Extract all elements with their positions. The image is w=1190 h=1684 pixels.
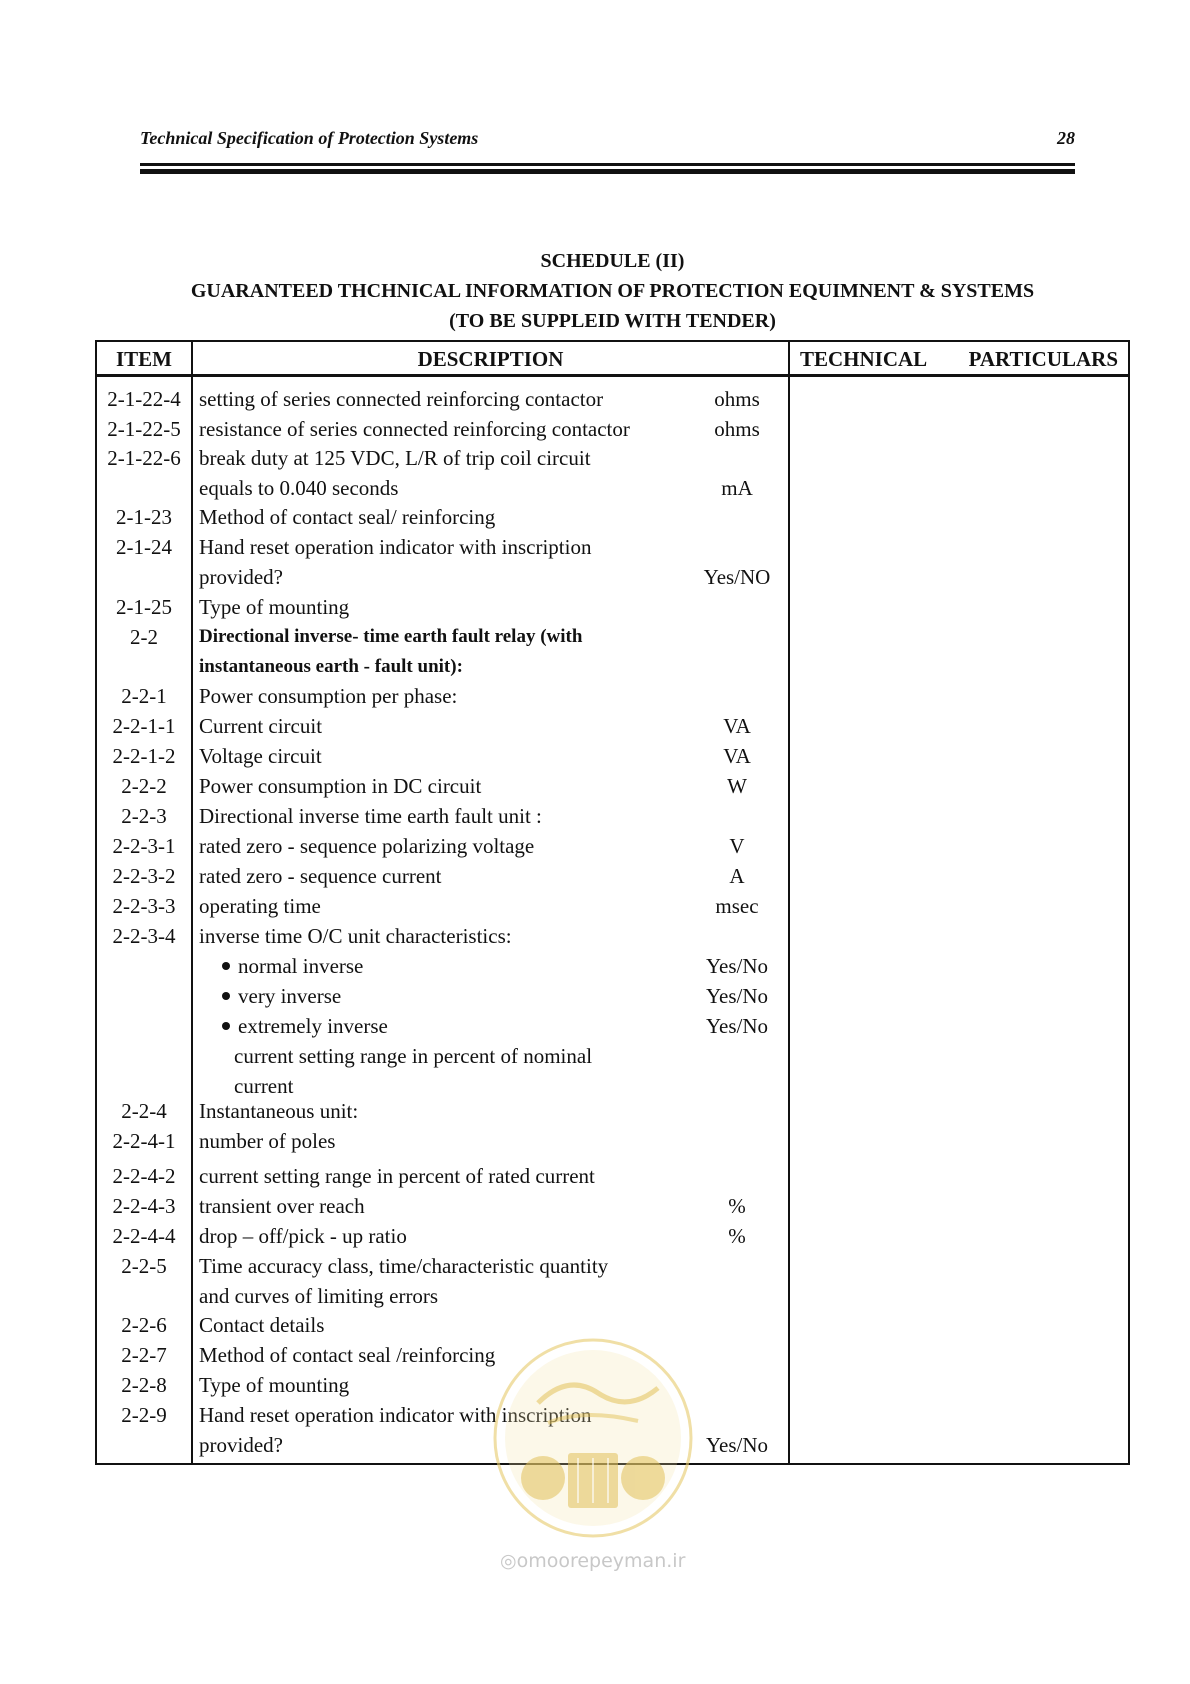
table-row (97, 981, 788, 1011)
item-description (199, 1191, 719, 1221)
description-text: resistance of series connected reinforcing contactor (199, 417, 630, 441)
item-number: 2-2-9 (121, 1403, 167, 1427)
schedule-subtitle: GUARANTEED THCHNICAL INFORMATION OF PROTECTION EQUIMNENT & SYSTEMS (190, 280, 1035, 302)
column-header-technical-particulars (790, 342, 1128, 374)
item-number: 2-1-24 (116, 535, 172, 559)
item-description (199, 622, 719, 652)
item-unit: msec (715, 894, 759, 918)
table-row (97, 921, 788, 951)
column-header-item: ITEM (115, 347, 172, 371)
table-row (97, 532, 788, 562)
description-text: Type of mounting (199, 1373, 350, 1397)
description-text: instantaneous earth - fault unit): (199, 656, 463, 677)
description-text: Contact details (199, 1313, 325, 1337)
item-description (199, 831, 719, 861)
item-description (199, 592, 719, 622)
item-unit: A (729, 864, 745, 888)
item-description (199, 384, 719, 414)
schedule-note: (TO BE SUPPLEID WITH TENDER) (449, 310, 776, 332)
item-unit: W (727, 774, 747, 798)
document-title: Technical Specification of Protection Systems (140, 128, 479, 148)
description-text: current setting range in percent of nominal (234, 1044, 593, 1068)
schedule-table (95, 340, 1130, 1465)
item-description (199, 1096, 719, 1126)
description-text: Method of contact seal/ reinforcing (199, 505, 496, 529)
table-row (97, 681, 788, 711)
item-description (199, 1161, 719, 1191)
table-row (97, 384, 788, 414)
item-unit: ohms (714, 387, 760, 411)
bullet-icon (222, 1022, 230, 1030)
table-row (97, 741, 788, 771)
table-row (97, 801, 788, 831)
description-text: Voltage circuit (199, 744, 322, 768)
item-number: 2-2-4-4 (112, 1224, 176, 1248)
item-number: 2-2 (130, 625, 158, 649)
item-number: 2-2-5 (121, 1254, 167, 1278)
description-text: provided? (199, 565, 283, 589)
description-text: Method of contact seal /reinforcing (199, 1343, 496, 1367)
schedule-title: SCHEDULE (II) (540, 250, 685, 272)
description-text: Time accuracy class, time/characteristic quantity (199, 1254, 609, 1278)
item-number: 2-2-3 (121, 804, 167, 828)
schedule-titles (95, 246, 1130, 336)
table-row (97, 652, 788, 682)
item-description (222, 981, 742, 1011)
item-number: 2-2-2 (121, 774, 167, 798)
item-number: 2-2-1-2 (112, 744, 176, 768)
item-unit: % (728, 1194, 746, 1218)
item-description (199, 801, 719, 831)
item-unit: Yes/No (705, 1014, 769, 1038)
item-number: 2-2-1 (121, 684, 167, 708)
table-row (97, 1161, 788, 1191)
item-number: 2-2-8 (121, 1373, 167, 1397)
item-description (199, 921, 719, 951)
bullet-icon (222, 992, 230, 1000)
table-row (97, 951, 788, 981)
page-header (140, 128, 1075, 149)
table-row (97, 891, 788, 921)
item-description (199, 473, 719, 503)
table-row (97, 1281, 788, 1311)
table-row (97, 711, 788, 741)
item-description (199, 741, 719, 771)
page-number: 28 (1057, 128, 1075, 148)
item-unit: V (729, 834, 745, 858)
table-row (97, 1096, 788, 1126)
item-description (199, 681, 719, 711)
table-row (97, 1126, 788, 1156)
item-unit: VA (723, 744, 751, 768)
description-text: Type of mounting (199, 595, 350, 619)
item-unit: mA (721, 476, 753, 500)
item-description (199, 1126, 719, 1156)
item-description (199, 1281, 719, 1311)
item-number: 2-2-3-2 (112, 864, 176, 888)
description-text: drop – off/pick - up ratio (199, 1224, 407, 1248)
item-description (222, 951, 742, 981)
item-description (199, 861, 719, 891)
item-number: 2-1-22-5 (107, 417, 181, 441)
item-description (199, 532, 719, 562)
description-text: number of poles (199, 1129, 336, 1153)
item-number: 2-2-4-2 (112, 1164, 176, 1188)
item-number: 2-2-4 (121, 1099, 167, 1123)
item-number: 2-2-1-1 (112, 714, 176, 738)
item-number: 2-1-23 (116, 505, 172, 529)
item-description (199, 562, 719, 592)
table-row (97, 861, 788, 891)
item-description (199, 502, 719, 532)
description-text: equals to 0.040 seconds (199, 476, 399, 500)
table-row (97, 1041, 788, 1071)
header-rule-thin (140, 163, 1075, 166)
header-rule-thick (140, 169, 1075, 174)
description-text: current setting range in percent of rated current (199, 1164, 595, 1188)
item-number: 2-1-22-4 (107, 387, 181, 411)
item-description (199, 771, 719, 801)
description-text: and curves of limiting errors (199, 1284, 439, 1308)
item-description (234, 1041, 754, 1071)
item-number: 2-2-7 (121, 1343, 167, 1367)
description-text: Power consumption per phase: (199, 684, 458, 708)
item-number: 2-2-3-1 (112, 834, 176, 858)
description-text: normal inverse (238, 954, 364, 978)
item-description (222, 1011, 742, 1041)
table-row (97, 443, 788, 473)
table-row (97, 562, 788, 592)
header-row-divider (97, 374, 1128, 377)
description-text: break duty at 125 VDC, L/R of trip coil circuit (199, 446, 591, 470)
item-description (199, 891, 719, 921)
item-number: 2-2-4-1 (112, 1129, 176, 1153)
column-header-description: DESCRIPTION (417, 347, 564, 371)
table-row (97, 502, 788, 532)
description-text: Hand reset operation indicator with inscription (199, 1403, 592, 1427)
item-description (199, 1221, 719, 1251)
description-text: inverse time O/C unit characteristics: (199, 924, 512, 948)
item-unit: ohms (714, 417, 760, 441)
item-unit: Yes/No (705, 1433, 769, 1457)
item-number: 2-2-4-3 (112, 1194, 176, 1218)
table-row (97, 771, 788, 801)
table-row (97, 622, 788, 652)
table-row (97, 1221, 788, 1251)
item-number: 2-2-6 (121, 1313, 167, 1337)
description-text: Hand reset operation indicator with inscription (199, 535, 592, 559)
item-number: 2-2-3-4 (112, 924, 176, 948)
table-row (97, 1251, 788, 1281)
description-text: provided? (199, 1433, 283, 1457)
table-row (97, 1191, 788, 1221)
item-unit: % (728, 1224, 746, 1248)
description-text: extremely inverse (238, 1014, 388, 1038)
description-text: Directional inverse time earth fault unit : (199, 804, 542, 828)
item-description (199, 443, 719, 473)
table-row (97, 473, 788, 503)
table-row (97, 414, 788, 444)
description-text: Instantaneous unit: (199, 1099, 359, 1123)
watermark-url: ◎omoorepeyman.ir (500, 1550, 686, 1572)
description-text: rated zero - sequence current (199, 864, 442, 888)
bullet-icon (222, 962, 230, 970)
item-number: 2-1-22-6 (107, 446, 181, 470)
table-row (97, 1011, 788, 1041)
item-description (199, 414, 719, 444)
description-text: setting of series connected reinforcing contactor (199, 387, 604, 411)
column-header-technical: TECHNICAL (800, 347, 928, 371)
item-number: 2-1-25 (116, 595, 172, 619)
description-text: Current circuit (199, 714, 323, 738)
item-unit: VA (723, 714, 751, 738)
description-text: Directional inverse- time earth fault relay (with (199, 626, 583, 647)
description-text: rated zero - sequence polarizing voltage (199, 834, 535, 858)
item-unit: Yes/NO (703, 565, 771, 589)
description-text: very inverse (238, 984, 342, 1008)
description-text: operating time (199, 894, 321, 918)
item-unit: Yes/No (705, 954, 769, 978)
item-description (199, 652, 719, 682)
item-description (199, 1251, 719, 1281)
column-header-particulars: PARTICULARS (968, 347, 1118, 371)
description-text: transient over reach (199, 1194, 365, 1218)
item-description (199, 711, 719, 741)
description-text: current (234, 1074, 294, 1098)
item-unit: Yes/No (705, 984, 769, 1008)
table-row (97, 831, 788, 861)
description-text: Power consumption in DC circuit (199, 774, 482, 798)
watermark-logo (488, 1333, 698, 1543)
table-row (97, 592, 788, 622)
item-number: 2-2-3-3 (112, 894, 176, 918)
